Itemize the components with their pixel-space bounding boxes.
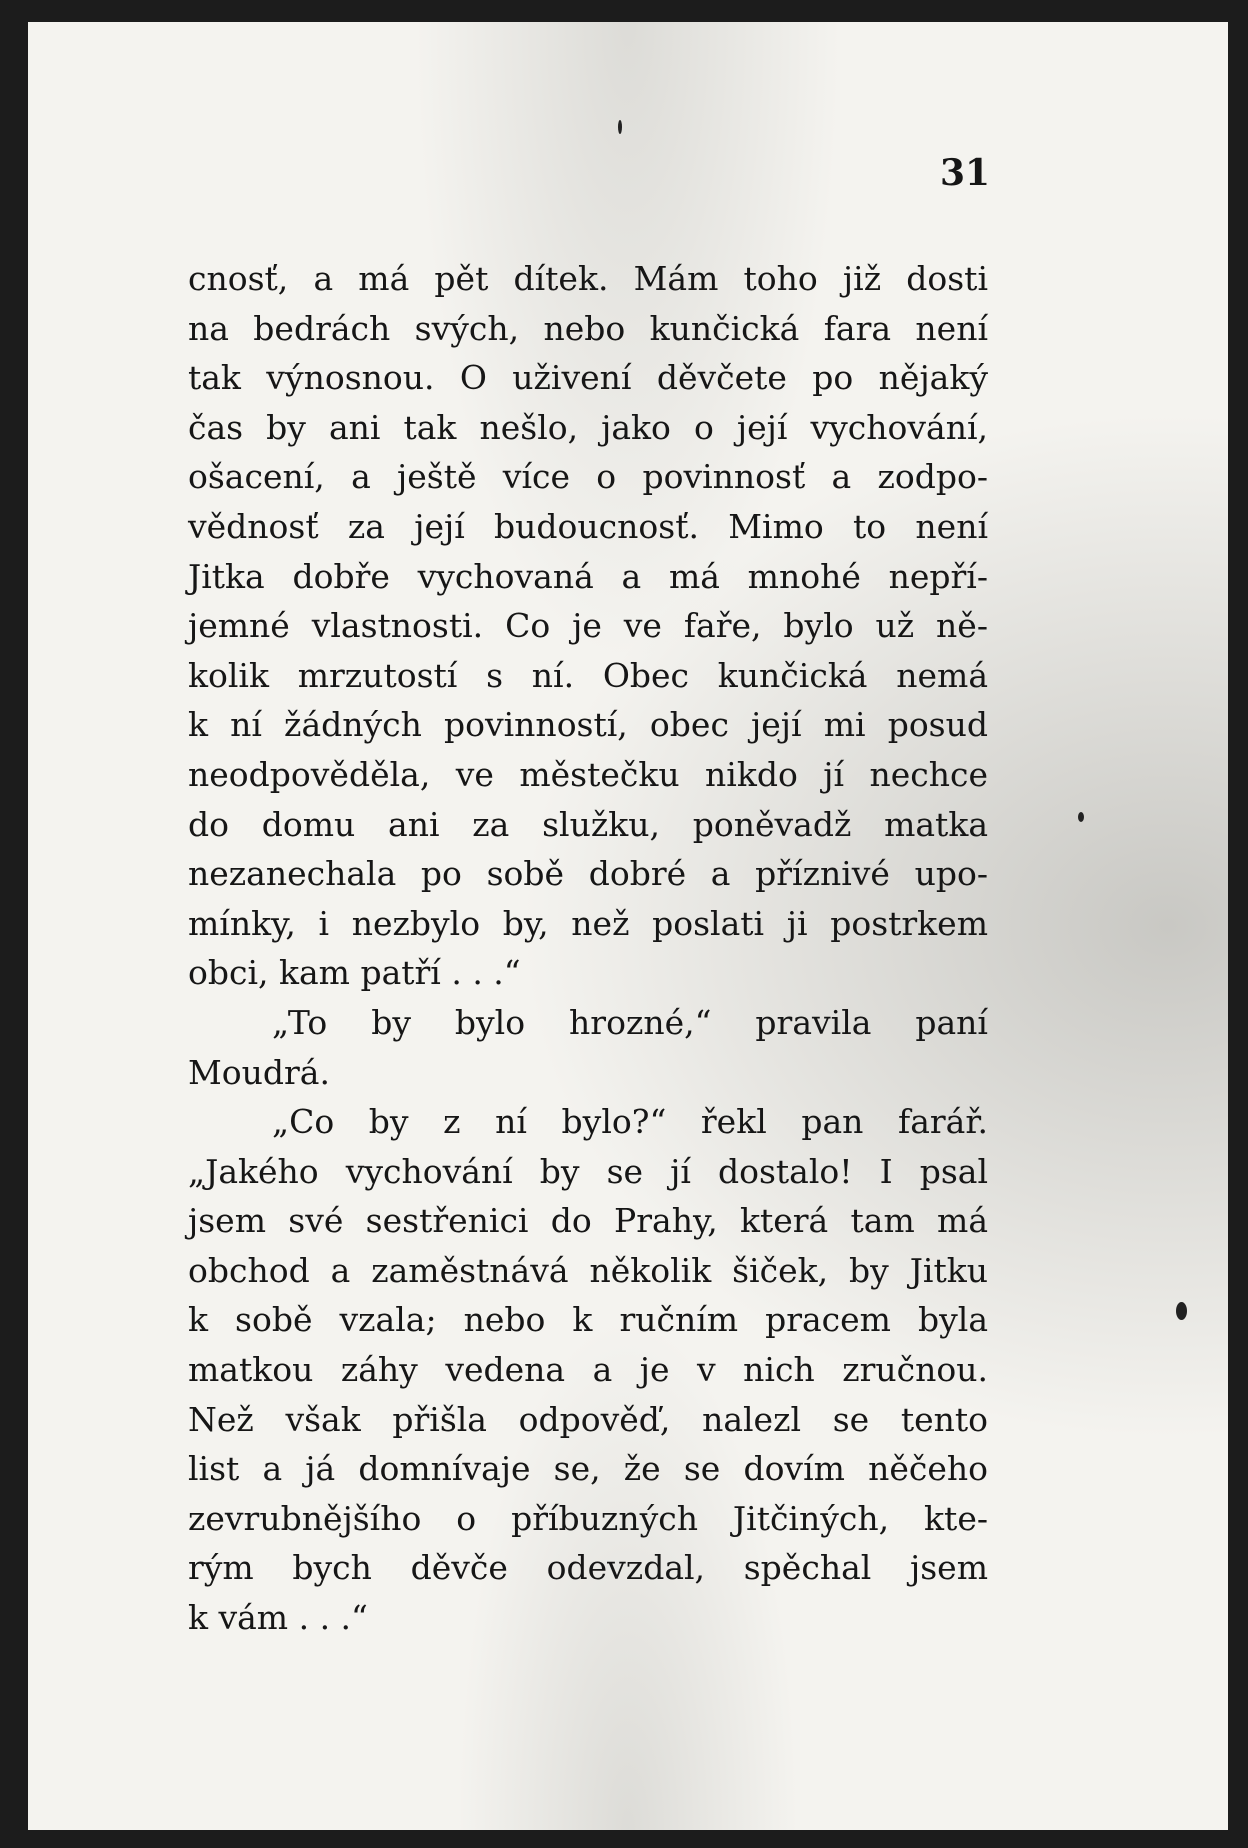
text-line: tak výnosnou. O uživení děvčete po nějaký — [188, 358, 988, 398]
ink-speck — [618, 120, 622, 134]
text-line: list a já domnívaje se, že se dovím něčeho — [188, 1449, 988, 1489]
text-line: jemné vlastnosti. Co je ve faře, bylo už ně- — [188, 606, 988, 646]
text-line: Jitka dobře vychovaná a má mnohé nepří- — [188, 556, 988, 596]
text-line: do domu ani za služku, poněvadž matka — [188, 804, 988, 844]
text-line: Než však přišla odpověď, nalezl se tento — [188, 1399, 988, 1439]
text-line: k vám . . .“ — [188, 1598, 368, 1638]
text-line: „Jakého vychování by se jí dostalo! I psal — [188, 1151, 988, 1191]
text-line: k sobě vzala; nebo k ručním pracem byla — [188, 1300, 988, 1340]
body-text — [188, 254, 988, 1643]
text-line: čas by ani tak nešlo, jako o její vychování, — [188, 407, 988, 447]
ink-speck — [1176, 1302, 1187, 1320]
text-line: matkou záhy vedena a je v nich zručnou. — [188, 1350, 988, 1390]
text-line: cnosť, a má pět dítek. Mám toho již dosti — [188, 259, 988, 298]
text-line: obchod a zaměstnává několik šiček, by Jitku — [188, 1250, 988, 1290]
text-line: ošacení, a ještě více o povinnosť a zodpo- — [188, 457, 988, 497]
page-number: 31 — [940, 152, 991, 194]
text-line: kolik mrzutostí s ní. Obec kunčická nemá — [188, 655, 988, 695]
text-line: na bedrách svých, nebo kunčická fara není — [188, 308, 988, 348]
text-line: zevrubnějšího o příbuzných Jitčiných, kte- — [188, 1498, 988, 1538]
text-line: neodpověděla, ve městečku nikdo jí nechce — [188, 754, 988, 794]
ink-speck — [1078, 812, 1084, 822]
text-line: obci, kam patří . . .“ — [188, 953, 521, 993]
text-line: rým bych děvče odevzdal, spěchal jsem — [188, 1548, 988, 1588]
text-line: jsem své sestřenici do Prahy, která tam má — [188, 1201, 988, 1241]
text-line: „Co by z ní bylo?“ řekl pan farář. — [272, 1102, 988, 1142]
text-line: vědnosť za její budoucnosť. Mimo to není — [188, 506, 988, 546]
text-line: mínky, i nezbylo by, než poslati ji postrkem — [188, 903, 988, 943]
text-line: nezanechala po sobě dobré a příznivé upo- — [188, 854, 988, 894]
text-line: Moudrá. — [188, 1052, 330, 1092]
text-line: „To by bylo hrozné,“ pravila paní — [272, 1002, 988, 1042]
text-line: k ní žádných povinností, obec její mi posud — [188, 705, 988, 745]
